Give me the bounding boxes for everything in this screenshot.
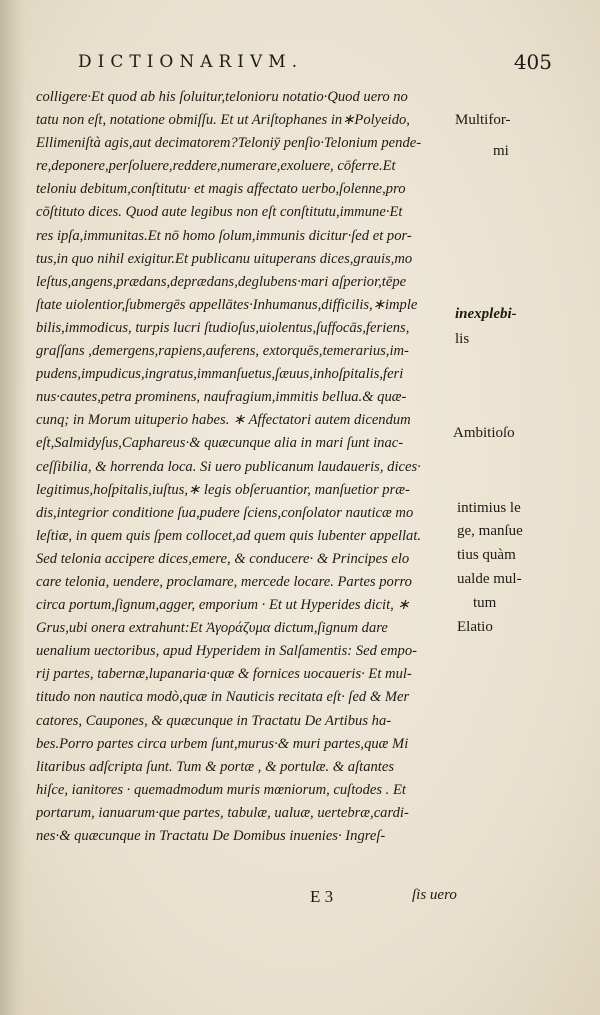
- signature-mark: E 3: [310, 887, 334, 906]
- running-head: DICTIONARIVM.: [78, 52, 304, 72]
- text-line: uenalium uectoribus, apud Hyperidem in Salſamentis: Sed empo-: [36, 643, 417, 660]
- text-line: legitimus,hoſpitalis,iuſtus,∗ legis obſeruantior, manſuetior præ-: [36, 481, 410, 498]
- text-line: rij partes, tabernæ,lupanaria·quæ & fornices uocaueris· Et mul-: [36, 666, 412, 683]
- margin-note: ualde mul-: [457, 571, 522, 587]
- text-line: litaribus adſcripta ſunt. Tum & portæ , & portulæ. & aſtantes: [36, 758, 394, 775]
- margin-note: Elatio: [457, 619, 493, 635]
- text-line: bes.Porro partes circa urbem ſunt,murus·& muri partes,quæ Mi: [36, 735, 409, 752]
- text-line: re,deponere,perſoluere,reddere,numerare,exoluere, cōferre.Et: [36, 158, 396, 175]
- text-line: cunq; in Morum uituperio habes. ∗ Affectatori autem dicendum: [36, 412, 411, 429]
- text-line: circa portum,ſignum,agger, emporium · Et ut Hyperides dicit, ∗: [36, 597, 410, 614]
- margin-note: Multifor-: [455, 112, 511, 128]
- page-number: 405: [513, 50, 552, 74]
- text-line: titudo non nautica modò,quæ in Nauticis recitata eſt· ſed & Mer: [36, 689, 410, 706]
- margin-note: mi: [493, 143, 509, 159]
- page-gutter-shadow: [0, 0, 26, 1015]
- text-line: colligere·Et quod ab his ſoluitur,telonioru notatio·Quod uero no: [36, 89, 408, 105]
- margin-note: tius quàm: [457, 547, 516, 563]
- text-line: Grus,ubi onera extrahunt:Et Ἀγοράζυμα dictum,ſignum dare: [36, 620, 388, 637]
- main-text-block: [36, 86, 450, 848]
- text-line: care telonia, uendere, proclamare, mercede locare. Partes porro: [36, 573, 412, 590]
- text-line: nus·cautes,petra prominens, naufragium,immitis bellua.& quæ-: [36, 389, 407, 406]
- text-line: ſtate uiolentior,ſubmergēs appellātes·Inhumanus,difficilis,∗imple: [36, 296, 418, 313]
- text-line: pudens,impudicus,ingratus,immanſuetus,ſæuus,inhoſpitalis,feri: [36, 366, 404, 383]
- text-line: teloniu debitum,conſtitutu· et magis affectato uerbo,ſolenne,pro: [36, 181, 406, 198]
- text-line: graſſans ,demergens,rapiens,auferens, extorquēs,temerarius,im-: [36, 343, 409, 360]
- text-line: Sed telonia accipere dices,emere, & conducere· & Principes elo: [36, 550, 410, 567]
- text-line: ceſſibilia, & horrenda loca. Si uero publicanum laudaueris, dices·: [36, 458, 421, 475]
- margin-note: lis: [455, 331, 470, 347]
- margin-note: Ambitioſo: [453, 425, 515, 441]
- text-line: tus,in quo nihil exigitur.Et publicanu uituperans dices,grauis,mo: [36, 250, 413, 267]
- page-header: [78, 52, 552, 82]
- text-line: leſtus,angens,prædans,deprædans,deglubens·mari aſperior,tēpe: [36, 273, 407, 290]
- catchword: ſis uero: [412, 887, 457, 903]
- margin-note: intimius le: [457, 500, 521, 516]
- text-line: bilis,immodicus, turpis lucri ſtudioſus,uiolentus,ſuffocās,feriens,: [36, 319, 410, 336]
- text-line: Ellimeniſtà agis,aut decimatorem?Teloniȳ penſio·Telonium pende-: [36, 135, 422, 152]
- text-line: catores, Caupones, & quæcunque in Tractatu De Artibus ha-: [36, 712, 392, 729]
- text-line: nes·& quæcunque in Tractatu De Domibus inuenies· Ingreſ-: [36, 828, 386, 844]
- margin-note: tum: [473, 595, 497, 611]
- text-line: eſt,Salmidyſus,Caphareus·& quæcunque alia in mari ſunt inac-: [36, 435, 404, 452]
- text-line: dis,integrior conditione ſua,pudere ſciens,conſolator nauticæ mo: [36, 504, 414, 521]
- text-line: portarum, ianuarum·que partes, tabulæ, ualuæ, uertebræ,cardi-: [36, 804, 409, 821]
- text-line: cōſtituto dices. Quod aute legibus non eſt conſtitutu,immune·Et: [36, 204, 403, 221]
- text-line: hiſce, ianitores · quemadmodum muris mœniorum, cuſtodes . Et: [36, 781, 406, 798]
- text-line: tatu non eſt, notatione obmiſſu. Et ut Ariſtophanes in∗Polyeido,: [36, 112, 410, 129]
- text-line: res ipſa,immunitas.Et nō homo ſolum,immunis dicitur·ſed et por-: [36, 227, 412, 244]
- margin-note: inexplebi-: [455, 306, 517, 322]
- margin-note: ge, manſue: [457, 523, 523, 539]
- text-line: leſtiæ, in quem quis ſpem collocet,ad quem quis lubenter appellat.: [36, 527, 422, 544]
